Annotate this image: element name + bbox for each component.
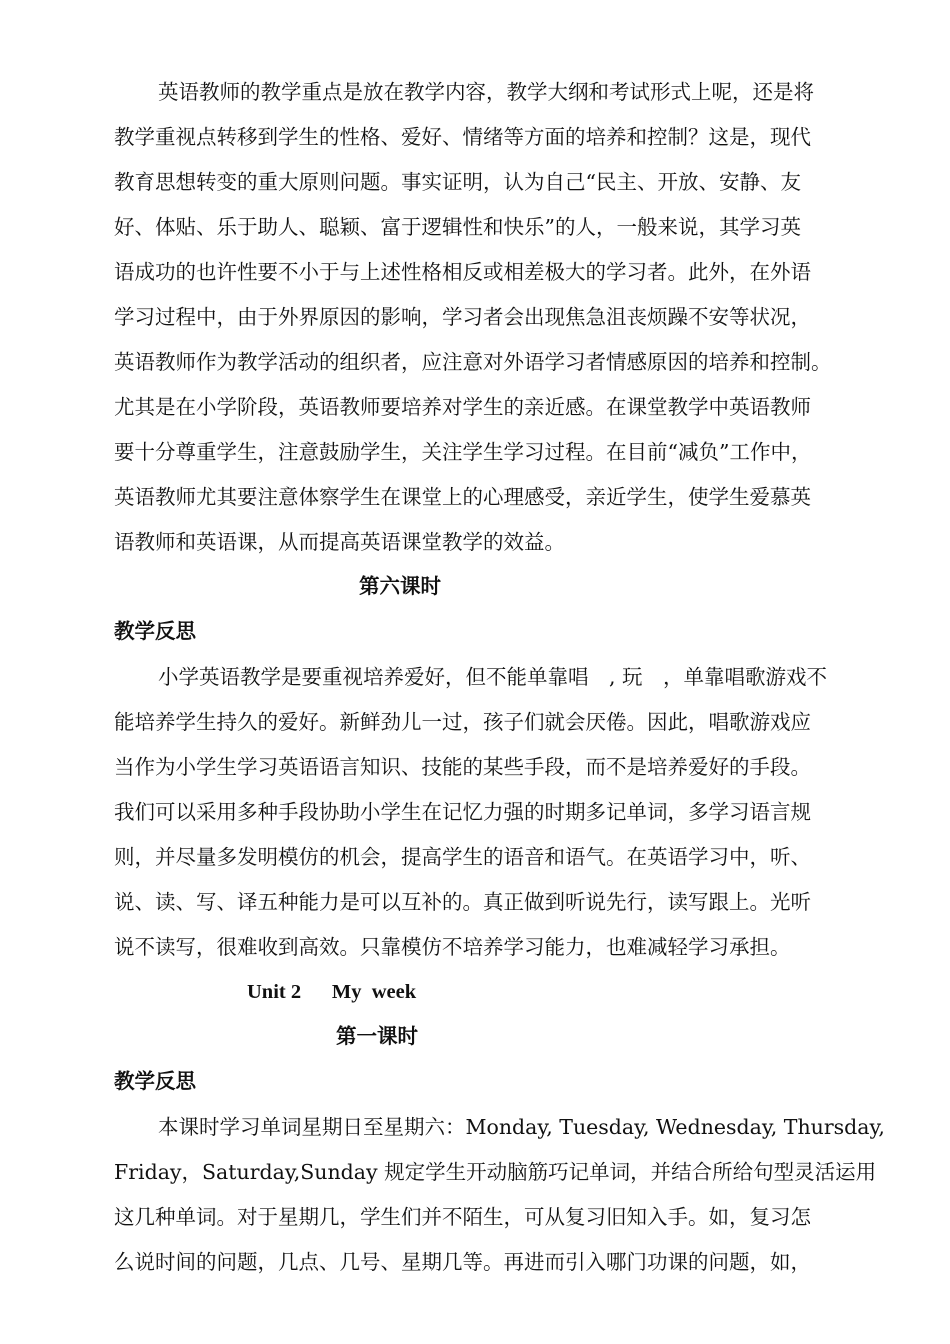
text-line: 要十分尊重学生，注意鼓励学生，关注学生学习过程。在目前“减负”工作中， [114, 440, 812, 464]
text-line: 说不读写，很难收到高效。只靠模仿不培养学习能力，也难减轻学习承担。 [114, 935, 791, 959]
section-title: 教学反思 [114, 621, 196, 643]
text-line: 能培养学生持久的爱好。新鲜劲儿一过，孩子们就会厌倦。因此，唱歌游戏应 [114, 710, 811, 734]
lesson-title: 第一课时 [336, 1026, 418, 1048]
text-line: 这几种单词。对于星期几，学生们并不陌生，可从复习旧知入手。如，复习怎 [114, 1205, 811, 1229]
text-line: 语教师和英语课，从而提高英语课堂教学的效益。 [114, 530, 565, 554]
text-line: 英语教师的教学重点是放在教学内容，教学大纲和考试形式上呢，还是将 [158, 80, 814, 104]
text-line: 好、体贴、乐于助人、聪颖、富于逻辑性和快乐”的人，一般来说，其学习英 [114, 215, 801, 239]
text-line: 小学英语教学是要重视培养爱好，但不能单靠唱 , 玩 ，单靠唱歌游戏不 [158, 665, 828, 689]
paragraph-reflection-unit2 [114, 1105, 888, 1285]
paragraph-intro [114, 70, 888, 565]
text-line: 说、读、写、译五种能力是可以互补的。真正做到听说先行，读写跟上。光听 [114, 890, 811, 914]
text-line: 则，并尽量多发明模仿的机会，提高学生的语音和语气。在英语学习中，听、 [114, 845, 811, 869]
text-line: 学习过程中，由于外界原因的影响，学习者会出现焦急沮丧烦躁不安等状况， [114, 305, 811, 329]
document-page [114, 70, 888, 1285]
text-line: 语成功的也许性要不小于与上述性格相反或相差极大的学习者。此外，在外语 [114, 260, 811, 284]
text-line: 教育思想转变的重大原则问题。事实证明，认为自己“民主、开放、安静、友 [114, 170, 801, 194]
paragraph-reflection-lesson6 [114, 655, 888, 970]
text-line: Friday，Saturday,Sunday 规定学生开动脑筋巧记单词，并结合所给句型灵活运用 [114, 1160, 877, 1184]
text-line: 我们可以采用多种手段协助小学生在记忆力强的时期多记单词，多学习语言规 [114, 800, 811, 824]
text-line: 英语教师作为教学活动的组织者，应注意对外语学习者情感原因的培养和控制。 [114, 350, 832, 374]
text-line: 么说时间的问题，几点、几号、星期几等。再进而引入哪门功课的问题，如， [114, 1250, 811, 1274]
text-line: 尤其是在小学阶段，英语教师要培养对学生的亲近感。在课堂教学中英语教师 [114, 395, 811, 419]
text-line: 当作为小学生学习英语语言知识、技能的某些手段，而不是培养爱好的手段。 [114, 755, 811, 779]
section-title: 教学反思 [114, 1071, 196, 1093]
unit-title: Unit 2 My week [247, 981, 417, 1003]
lesson-title: 第六课时 [359, 576, 441, 598]
text-line: 英语教师尤其要注意体察学生在课堂上的心理感受，亲近学生，使学生爱慕英 [114, 485, 811, 509]
text-line: 教学重视点转移到学生的性格、爱好、情绪等方面的培养和控制？这是，现代 [114, 125, 811, 149]
text-line: 本课时学习单词星期日至星期六：Monday, Tuesday, Wednesday, Thursday, [158, 1115, 885, 1139]
